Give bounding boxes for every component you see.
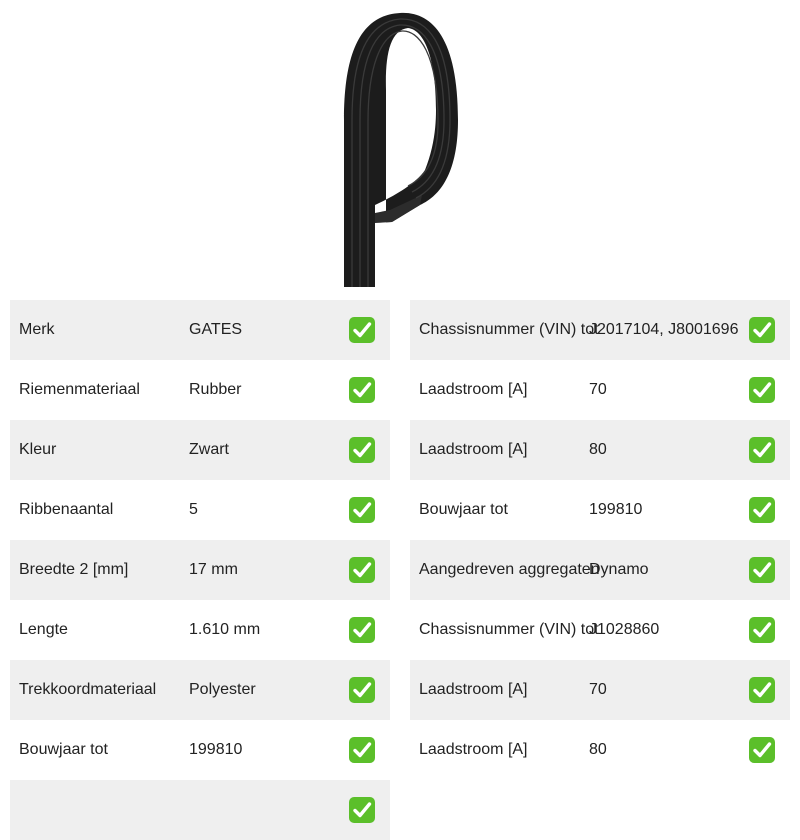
spec-value: Zwart bbox=[189, 441, 229, 458]
spec-label: Chassisnummer (VIN) tot bbox=[419, 321, 599, 338]
spec-label: Chassisnummer (VIN) tot bbox=[419, 621, 599, 638]
check-icon bbox=[349, 737, 375, 763]
check-icon bbox=[349, 437, 375, 463]
specs-table-right bbox=[410, 300, 790, 780]
check-icon bbox=[349, 617, 375, 643]
check-icon bbox=[749, 677, 775, 703]
check-icon bbox=[349, 557, 375, 583]
spec-value: 70 bbox=[589, 381, 607, 398]
check-icon bbox=[349, 377, 375, 403]
table-row bbox=[410, 420, 790, 480]
spec-label: Laadstroom [A] bbox=[419, 441, 528, 458]
table-row bbox=[10, 480, 390, 540]
spec-label: Laadstroom [A] bbox=[419, 381, 528, 398]
table-row bbox=[10, 540, 390, 600]
spec-value: 17 mm bbox=[189, 561, 238, 578]
spec-value: Dynamo bbox=[589, 561, 649, 578]
spec-value: GATES bbox=[189, 321, 243, 338]
spec-label: Breedte 2 [mm] bbox=[19, 561, 129, 578]
check-icon bbox=[349, 317, 375, 343]
spec-label: Merk bbox=[19, 321, 55, 338]
spec-label: Kleur bbox=[19, 441, 57, 458]
table-row bbox=[410, 300, 790, 360]
spec-value: 5 bbox=[189, 501, 198, 518]
spec-value: 70 bbox=[589, 681, 607, 698]
spec-value: Rubber bbox=[189, 381, 242, 398]
table-row bbox=[410, 600, 790, 660]
check-icon bbox=[749, 557, 775, 583]
check-icon bbox=[349, 497, 375, 523]
table-row bbox=[10, 420, 390, 480]
table-row bbox=[10, 300, 390, 360]
table-row bbox=[10, 720, 390, 780]
spec-value: J1028860 bbox=[589, 621, 660, 638]
check-icon bbox=[749, 437, 775, 463]
spec-value: 80 bbox=[589, 441, 607, 458]
table-row bbox=[410, 480, 790, 540]
spec-label: Laadstroom [A] bbox=[419, 681, 528, 698]
check-icon bbox=[749, 617, 775, 643]
spec-label: Ribbenaantal bbox=[19, 501, 114, 518]
check-icon bbox=[749, 317, 775, 343]
table-row bbox=[410, 720, 790, 780]
spec-value: J2017104, J8001696 bbox=[589, 321, 739, 338]
v-ribbed-belt-image bbox=[330, 10, 470, 290]
specs-table-left bbox=[10, 300, 390, 840]
spec-label: Laadstroom [A] bbox=[419, 741, 528, 758]
table-row bbox=[10, 780, 390, 840]
table-row bbox=[10, 360, 390, 420]
check-icon bbox=[749, 497, 775, 523]
table-row bbox=[410, 360, 790, 420]
table-row bbox=[410, 660, 790, 720]
spec-value: 199810 bbox=[589, 501, 643, 518]
check-icon bbox=[749, 737, 775, 763]
spec-value: 1.610 mm bbox=[189, 621, 261, 638]
table-row bbox=[410, 540, 790, 600]
check-icon bbox=[349, 797, 375, 823]
spec-label: Aangedreven aggregaten bbox=[419, 561, 600, 578]
check-icon bbox=[749, 377, 775, 403]
spec-value: 199810 bbox=[189, 741, 243, 758]
spec-label: Bouwjaar tot bbox=[419, 501, 508, 518]
spec-value: 80 bbox=[589, 741, 607, 758]
table-row bbox=[10, 600, 390, 660]
check-icon bbox=[349, 677, 375, 703]
spec-value: Polyester bbox=[189, 681, 256, 698]
table-row bbox=[10, 660, 390, 720]
spec-label: Lengte bbox=[19, 621, 68, 638]
spec-label: Bouwjaar tot bbox=[19, 741, 108, 758]
spec-label: Trekkoordmateriaal bbox=[19, 681, 157, 698]
spec-label: Riemenmateriaal bbox=[19, 381, 140, 398]
